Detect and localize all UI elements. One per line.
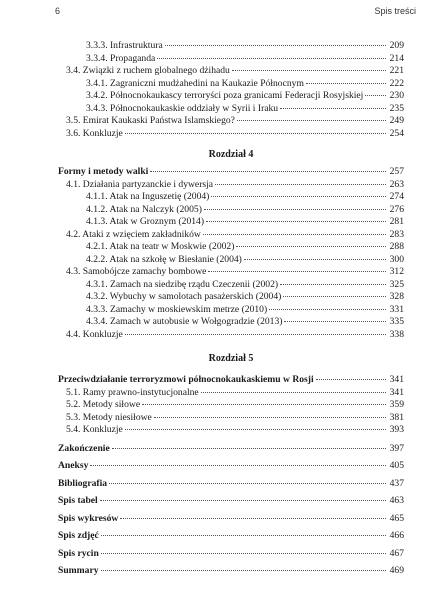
toc-entry-label: 4.3.3. Zamachy w moskiewskim metrze (2010)	[86, 303, 268, 315]
dot-leader	[237, 120, 386, 121]
toc-entry-label: Spis zdjęć	[58, 530, 99, 541]
toc-entry-label: 3.5. Emirat Kaukaski Państwa Islamskiego?	[66, 115, 235, 126]
dot-leader	[244, 259, 386, 260]
toc-entry-page: 467	[389, 547, 404, 559]
dot-leader	[201, 392, 386, 393]
dot-leader	[284, 321, 386, 322]
dot-leader	[280, 284, 386, 285]
toc-entry-page: 331	[389, 303, 404, 315]
toc-entry-label: 3.6. Konkluzje	[66, 127, 123, 139]
chapter-4-heading: Rozdział 4	[208, 149, 254, 160]
toc-entry	[58, 329, 404, 342]
dot-leader	[101, 553, 386, 554]
toc-entry	[58, 216, 404, 229]
toc-entry-page: 381	[389, 411, 404, 423]
dot-leader	[125, 429, 386, 430]
dot-leader	[203, 234, 386, 235]
toc-entry-label: 5.2. Metody siłowe	[66, 399, 141, 410]
dot-leader	[112, 448, 386, 449]
toc-entry-page: 283	[389, 228, 404, 240]
toc-entry-page: 437	[389, 477, 404, 489]
dot-leader	[236, 246, 386, 247]
toc-entry-page: 469	[389, 565, 404, 576]
toc-entry-page: 235	[389, 102, 404, 114]
dot-leader	[109, 483, 386, 484]
toc-entry-label: 4.1.2. Atak na Nalczyk (2005)	[86, 203, 202, 215]
toc-entry-label: 3.4.1. Zagraniczni mudżahedini na Kaukazie Północnym	[86, 77, 304, 89]
toc-entry-label: 4.3.1. Zamach na siedzibę rządu Czeczenii (2002)	[86, 278, 279, 290]
toc-entry-label: Formy i metody walki	[58, 166, 149, 177]
toc-entry	[58, 40, 404, 53]
dot-leader	[232, 70, 386, 71]
toc-entry	[58, 166, 404, 179]
toc-entry-page: 325	[389, 278, 404, 290]
dot-leader	[150, 171, 386, 172]
dot-leader	[204, 209, 386, 210]
toc-entry-label: 4.2. Ataki z wzięciem zakładników	[66, 228, 201, 240]
toc-entry-page: 341	[389, 374, 404, 385]
toc-entry	[58, 78, 404, 91]
toc-entry	[58, 478, 404, 491]
toc-entry	[58, 90, 404, 103]
dot-leader	[316, 379, 386, 380]
toc-entry-page: 465	[389, 512, 404, 524]
dot-leader	[165, 45, 386, 46]
toc-entry	[58, 191, 404, 204]
toc-entry-label: Zakończenie	[58, 442, 110, 454]
dot-leader	[157, 58, 386, 59]
toc-entry-label: 5.3. Metody niesiłowe	[66, 411, 152, 423]
toc-entry-page: 214	[389, 52, 404, 64]
toc-entry-page: 209	[389, 40, 404, 51]
toc-entry-page: 393	[389, 424, 404, 435]
dot-leader	[211, 196, 386, 197]
toc-entry-page: 397	[389, 442, 404, 454]
toc-entry-label: 4.4. Konkluzje	[66, 328, 123, 340]
toc-entry-label: Spis tabel	[58, 495, 98, 506]
toc-entry	[58, 279, 404, 292]
page-number: 6	[55, 6, 61, 16]
toc-entry-page: 276	[389, 203, 404, 215]
toc-entry-page: 300	[389, 253, 404, 265]
toc-entry-label: 3.4. Związki z ruchem globalnego dżihadu	[66, 65, 230, 76]
toc-entry	[58, 374, 404, 387]
dot-leader	[125, 334, 386, 335]
toc-entry-label: 5.4. Konkluzje	[66, 424, 123, 435]
toc-entry-label: Summary	[58, 565, 99, 576]
dot-leader	[269, 309, 386, 310]
dot-leader	[125, 133, 386, 134]
dot-leader	[142, 404, 386, 405]
toc-entry-page: 274	[389, 191, 404, 202]
toc-entry	[58, 495, 404, 508]
toc-entry	[58, 179, 404, 192]
toc-entry-label: 3.3.4. Propaganda	[86, 52, 156, 64]
toc-entry-page: 466	[389, 530, 404, 541]
toc-entry-label: 5.1. Ramy prawno-instytucjonalne	[66, 386, 199, 398]
dot-leader	[365, 95, 386, 96]
toc-entry-page: 463	[389, 495, 404, 506]
toc-entry-label: Aneksy	[58, 460, 89, 471]
dot-leader	[206, 221, 386, 222]
toc-entry-page: 405	[389, 460, 404, 471]
toc-entry-label: Spis wykresów	[58, 512, 119, 524]
toc-section-chapter3-continued	[58, 40, 404, 140]
toc-entry	[58, 443, 404, 456]
toc-entry-page: 288	[389, 241, 404, 252]
toc-entry-page: 341	[389, 386, 404, 398]
dot-leader	[101, 535, 386, 536]
toc-entry-page: 338	[389, 328, 404, 340]
toc-entry	[58, 399, 404, 412]
running-header	[0, 6, 445, 20]
dot-leader	[306, 83, 386, 84]
table-of-contents	[58, 40, 404, 578]
toc-entry-page: 312	[389, 266, 404, 277]
toc-entry	[58, 53, 404, 66]
toc-entry	[58, 229, 404, 242]
toc-entry	[58, 103, 404, 116]
toc-entry	[58, 424, 404, 437]
toc-entry-label: 4.1.1. Atak na Inguszetię (2004)	[86, 191, 210, 202]
toc-entry	[58, 266, 404, 279]
toc-entry	[58, 412, 404, 425]
toc-entry	[58, 115, 404, 128]
toc-entry	[58, 548, 404, 561]
toc-entry-label: Spis rycin	[58, 547, 99, 559]
toc-entry-page: 257	[389, 166, 404, 177]
toc-entry-page: 335	[389, 316, 404, 327]
dot-leader	[280, 108, 386, 109]
toc-entry	[58, 65, 404, 78]
toc-entry-label: 4.3.4. Zamach w autobusie w Wołgogradzie (2013)	[86, 316, 283, 327]
toc-entry-label: 4.1. Działania partyzanckie i dywersja	[66, 178, 214, 190]
toc-section-back-matter	[58, 443, 404, 578]
toc-entry	[58, 513, 404, 526]
section-title: Spis treści	[374, 6, 416, 16]
toc-entry-page: 221	[389, 65, 404, 76]
dot-leader	[154, 417, 386, 418]
toc-entry	[58, 304, 404, 317]
toc-entry	[58, 530, 404, 543]
toc-entry	[58, 387, 404, 400]
toc-entry-label: 4.3. Samobójcze zamachy bombowe	[66, 266, 207, 277]
toc-entry-label: Bibliografia	[58, 477, 108, 489]
toc-entry-label: 3.3.3. Infrastruktura	[86, 40, 163, 51]
dot-leader	[283, 296, 386, 297]
toc-section-chapter5	[58, 374, 404, 437]
dot-leader	[120, 518, 386, 519]
dot-leader	[101, 570, 386, 571]
dot-leader	[215, 184, 386, 185]
toc-entry-page: 281	[389, 216, 404, 227]
toc-entry-label: 4.2.1. Atak na teatr w Moskwie (2002)	[86, 241, 235, 252]
toc-entry-label: 3.4.3. Północnokaukaskie oddziały w Syrii i Iraku	[86, 102, 279, 114]
toc-entry-page: 328	[389, 291, 404, 302]
toc-entry-page: 230	[389, 90, 404, 101]
dot-leader	[90, 465, 386, 466]
toc-entry	[58, 254, 404, 267]
toc-entry	[58, 460, 404, 473]
toc-entry-label: Przeciwdziałanie terroryzmowi północnokaukaskiemu w Rosji	[58, 374, 314, 385]
toc-entry-label: 4.2.2. Atak na szkołę w Biesłanie (2004)	[86, 253, 242, 265]
toc-section-chapter4	[58, 166, 404, 341]
toc-entry	[58, 204, 404, 217]
chapter-5-heading: Rozdział 5	[208, 353, 254, 364]
toc-entry-page: 249	[389, 115, 404, 126]
dot-leader	[208, 271, 386, 272]
toc-entry-page: 254	[389, 127, 404, 139]
toc-entry-label: 4.1.3. Atak w Groznym (2014)	[86, 216, 205, 227]
toc-entry	[58, 565, 404, 578]
toc-entry	[58, 241, 404, 254]
dot-leader	[100, 500, 386, 501]
toc-entry-page: 263	[389, 178, 404, 190]
toc-entry-label: 3.4.2. Północnokaukascy terroryści poza granicami Federacji Rosyjskiej	[86, 90, 364, 101]
toc-entry-page: 359	[389, 399, 404, 410]
toc-entry	[58, 316, 404, 329]
toc-entry-label: 4.3.2. Wybuchy w samolotach pasażerskich (2004)	[86, 291, 282, 302]
toc-entry	[58, 291, 404, 304]
toc-entry-page: 222	[389, 77, 404, 89]
toc-entry	[58, 128, 404, 141]
